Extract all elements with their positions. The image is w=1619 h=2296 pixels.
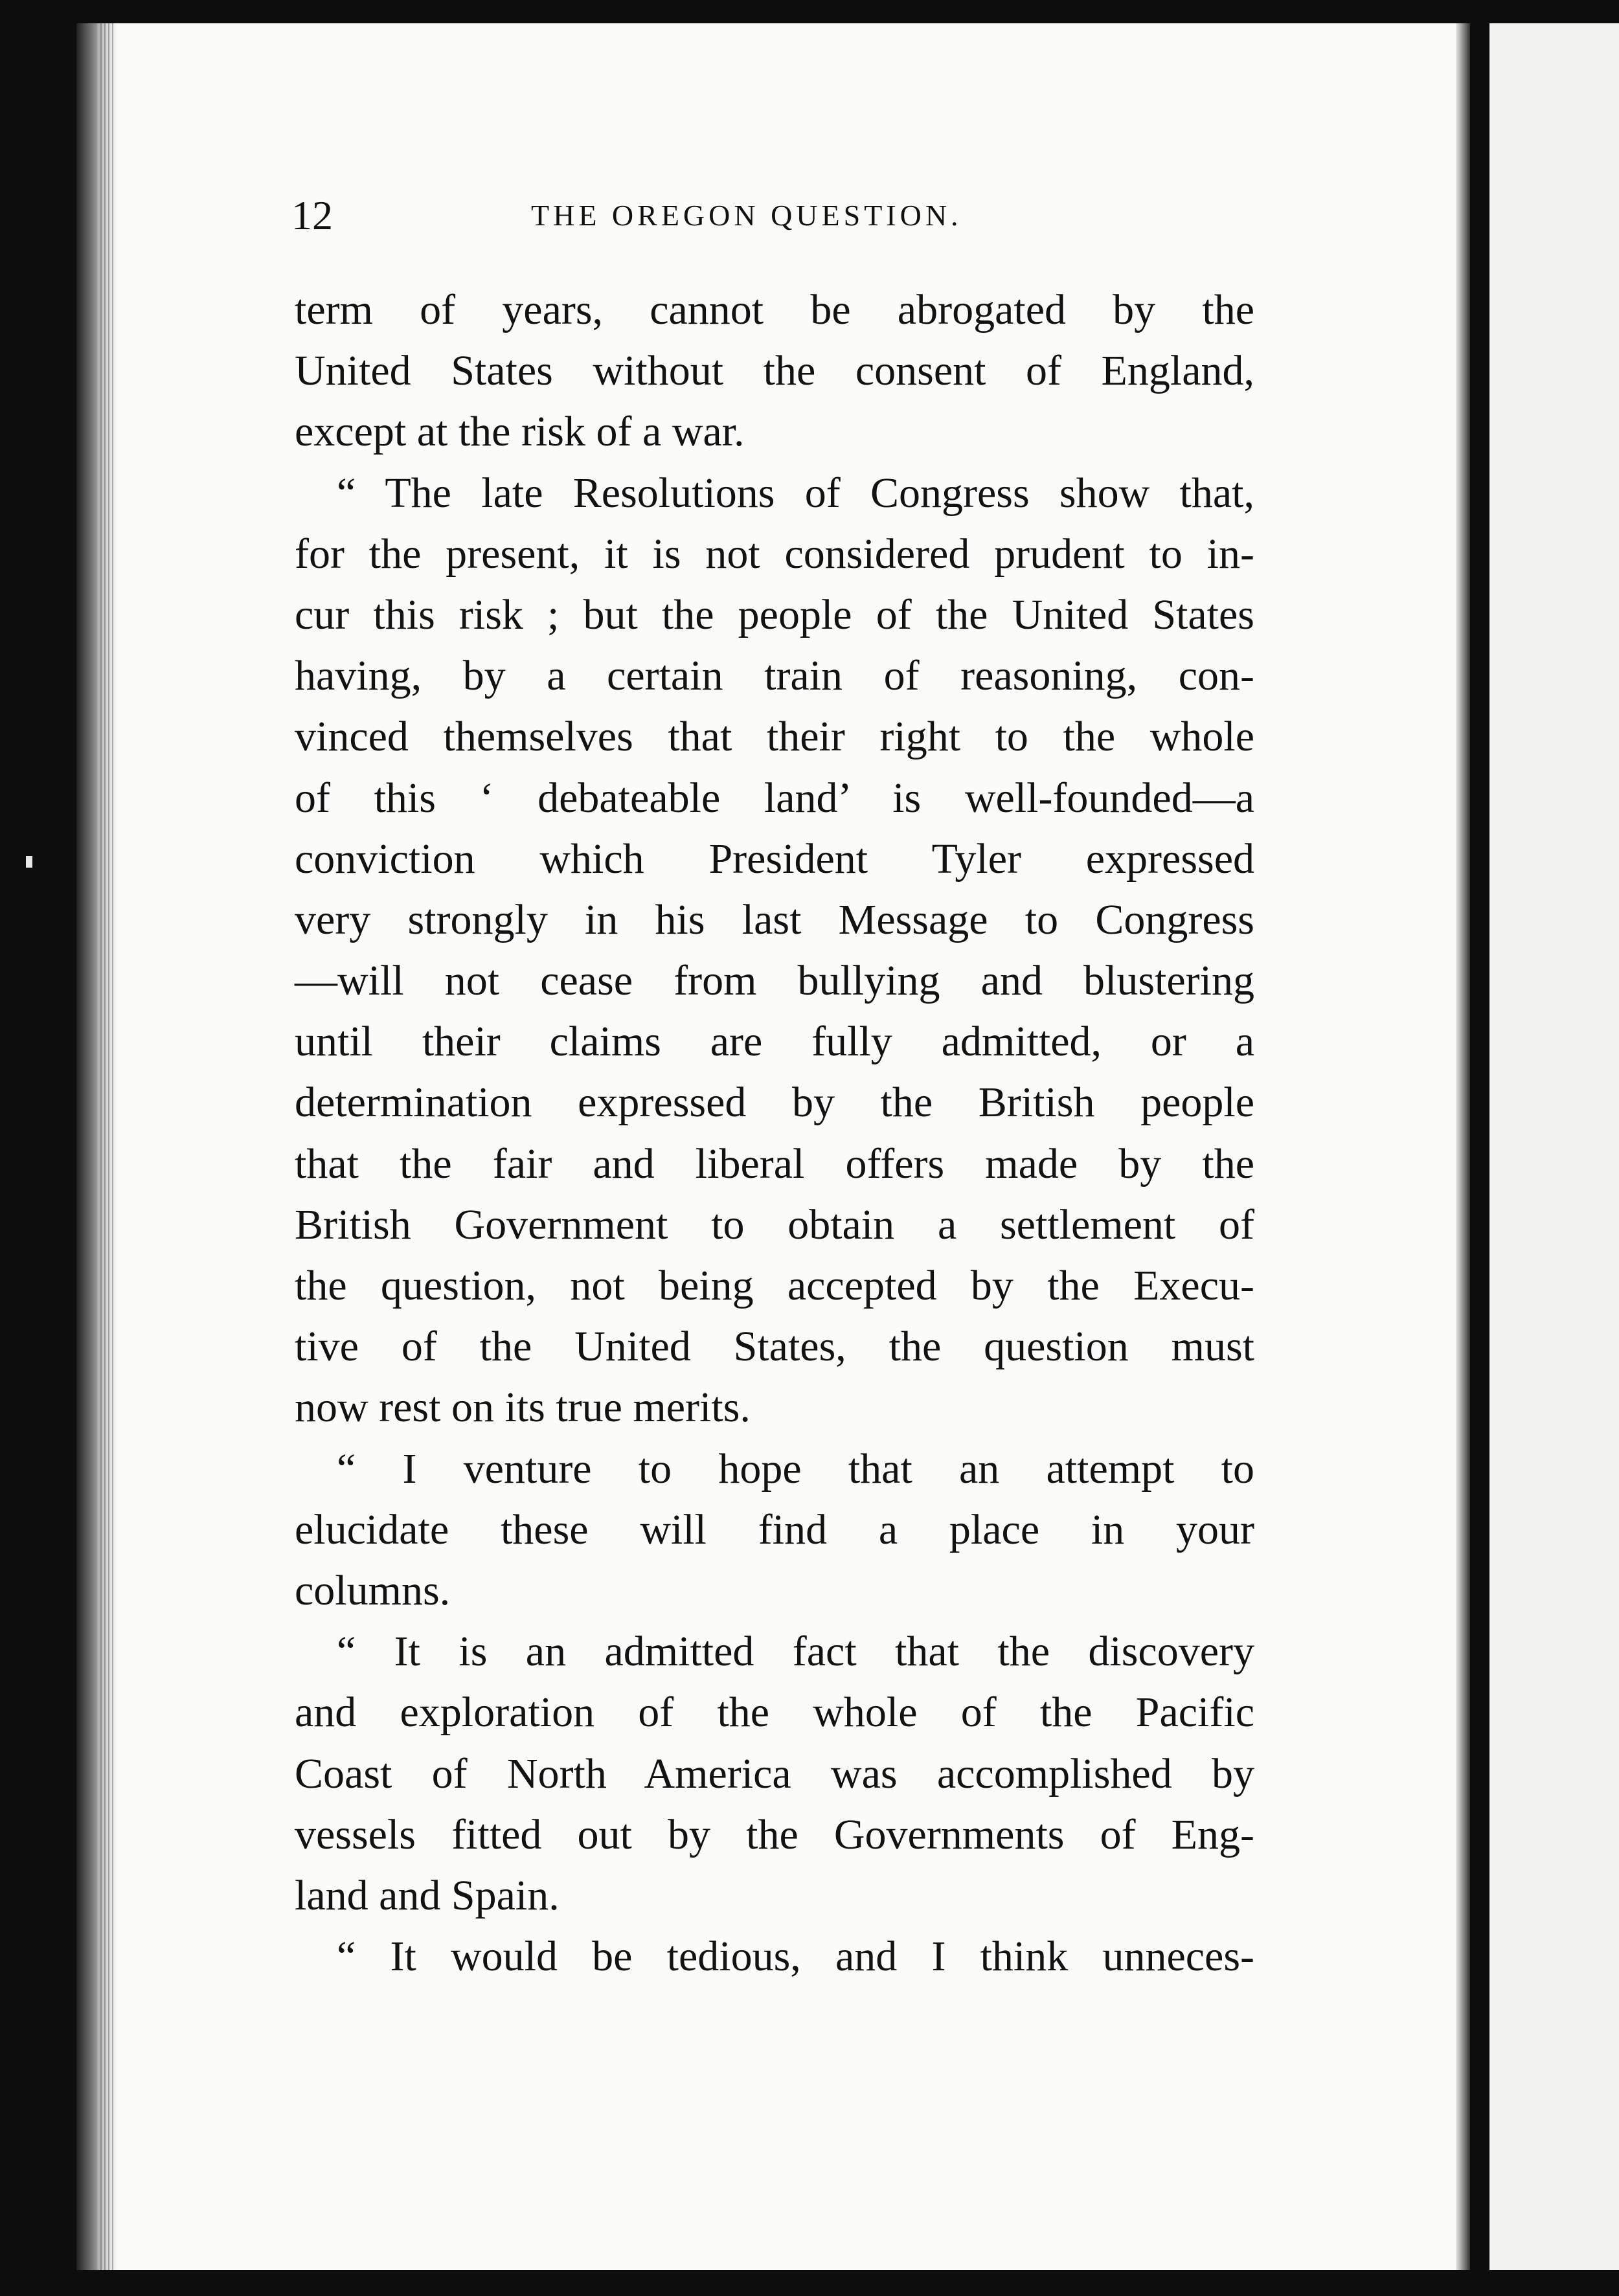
paragraph bbox=[295, 1926, 1254, 1987]
text-line: cur this risk ; but the people of the United States bbox=[295, 591, 1254, 638]
text-line: “ It would be tedious, and I think unneces- bbox=[337, 1933, 1254, 1981]
text-line: vinced themselves that their right to the whole bbox=[295, 713, 1254, 761]
text-line: British Government to obtain a settlement of bbox=[295, 1200, 1254, 1248]
text-line: “ It is an admitted fact that the discovery bbox=[337, 1628, 1254, 1676]
text-line: except at the risk of a war. bbox=[295, 408, 745, 456]
text-line: —will not cease from bullying and blustering bbox=[295, 957, 1254, 1005]
binding-gutter-texture bbox=[100, 23, 115, 2270]
text-line: and exploration of the whole of the Pacific bbox=[295, 1689, 1254, 1737]
facing-page-edge bbox=[1489, 23, 1619, 2270]
text-line: tive of the United States, the question must bbox=[295, 1323, 1254, 1371]
text-line: land and Spain. bbox=[295, 1871, 560, 1919]
running-head bbox=[291, 192, 1256, 243]
scan-artifact bbox=[26, 856, 32, 868]
text-line: determination expressed by the British people bbox=[295, 1079, 1254, 1127]
text-line: very strongly in his last Message to Congress bbox=[295, 895, 1254, 943]
text-line: “ The late Resolutions of Congress show that, bbox=[337, 469, 1254, 517]
text-line: Coast of North America was accomplished by bbox=[295, 1750, 1254, 1797]
text-line: “ I venture to hope that an attempt to bbox=[337, 1445, 1254, 1492]
paragraph bbox=[295, 280, 1254, 463]
paragraph bbox=[295, 463, 1254, 1439]
text-line: elucidate these will find a place in your bbox=[295, 1505, 1254, 1553]
page-edge-shadow bbox=[1456, 23, 1470, 2270]
text-line: that the fair and liberal offers made by the bbox=[295, 1140, 1254, 1187]
running-title: THE OREGON QUESTION. bbox=[531, 199, 962, 232]
text-line: conviction which President Tyler expressed bbox=[295, 835, 1254, 883]
paragraph bbox=[295, 1439, 1254, 1622]
text-line: until their claims are fully admitted, or a bbox=[295, 1018, 1254, 1066]
text-line: columns. bbox=[295, 1566, 451, 1614]
text-line: of this ‘ debateable land’ is well-founded—a bbox=[295, 774, 1254, 822]
text-line: term of years, cannot be abrogated by the bbox=[295, 286, 1254, 333]
text-line: now rest on its true merits. bbox=[295, 1384, 751, 1432]
body-text bbox=[295, 280, 1254, 1987]
text-line: the question, not being accepted by the Execu- bbox=[295, 1262, 1254, 1309]
page-number: 12 bbox=[291, 192, 333, 238]
text-line: United States without the consent of England, bbox=[295, 347, 1254, 395]
paragraph bbox=[295, 1621, 1254, 1926]
text-line: having, by a certain train of reasoning, con- bbox=[295, 652, 1254, 700]
text-line: vessels fitted out by the Governments of Eng- bbox=[295, 1810, 1254, 1858]
text-line: for the present, it is not considered prudent to in- bbox=[295, 530, 1254, 578]
